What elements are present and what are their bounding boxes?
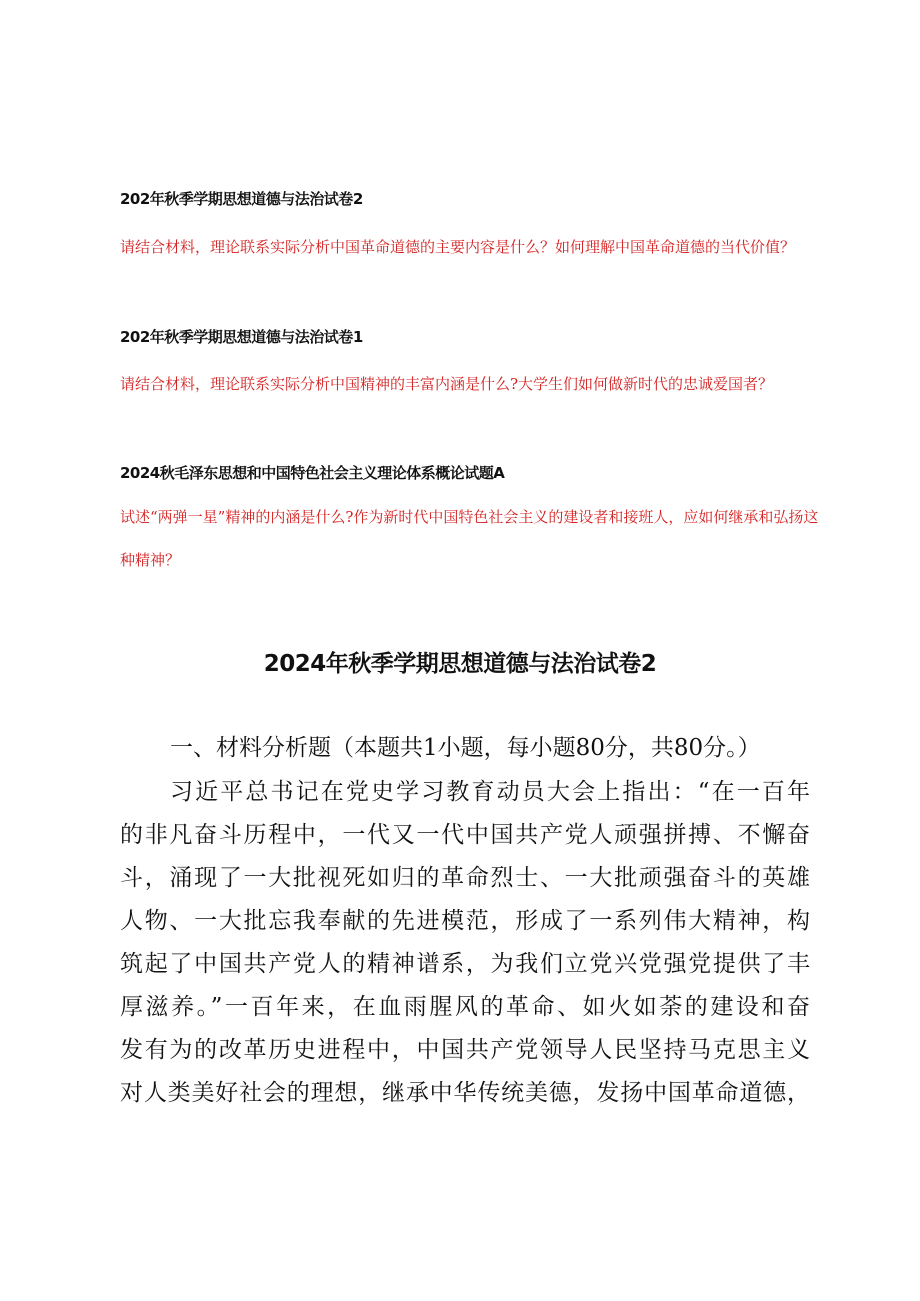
- document-title: 2024年秋季学期思想道德与法治试卷2: [263, 651, 657, 677]
- paragraph-line-4: 人物、一大批忘我奉献的先进模范，形成了一系列伟大精神，构: [120, 908, 810, 934]
- exam-title-1: 202年秋季学期思想道德与法治试卷2: [120, 190, 363, 208]
- exam-question-3: 试述“两弹一星”精神的内涵是什么?作为新时代中国特色社会主义的建设者和接班人，应如何继承和弘扬这种精神？: [120, 508, 819, 569]
- paragraph-line-7: 发有为的改革历史进程中，中国共产党领导人民坚持马克思主义: [120, 1037, 810, 1063]
- paragraph-line-3: 斗，涌现了一大批视死如归的革命烈士、一大批顽强奋斗的英雄: [120, 865, 810, 891]
- paragraph-line-5: 筑起了中国共产党人的精神谱系，为我们立党兴党强党提供了丰: [120, 951, 810, 977]
- exam-question-1: 请结合材料，理论联系实际分析中国革命道德的主要内容是什么？如何理解中国革命道德的当代价值？: [120, 238, 796, 256]
- section-heading: 一、材料分析题（本题共1小题，每小题80分，共80分。）: [170, 735, 761, 761]
- paragraph-line-6: 厚滋养。”一百年来，在血雨腥风的革命、如火如荼的建设和奋: [120, 994, 810, 1020]
- paragraph-line-8: 对人类美好社会的理想，继承中华传统美德，发扬中国革命道德，: [120, 1080, 810, 1106]
- exam-title-3: 2024秋毛泽东思想和中国特色社会主义理论体系概论试题A: [120, 464, 505, 482]
- paragraph-line-1: 习近平总书记在党史学习教育动员大会上指出：“在一百年: [170, 779, 810, 805]
- paragraph-line-2: 的非凡奋斗历程中，一代又一代中国共产党人顽强拼搏、不懈奋: [120, 822, 810, 848]
- exam-question-2: 请结合材料，理论联系实际分析中国精神的丰富内涵是什么?大学生们如何做新时代的忠诚爱国者？: [120, 375, 774, 393]
- exam-title-2: 202年秋季学期思想道德与法治试卷1: [120, 328, 363, 346]
